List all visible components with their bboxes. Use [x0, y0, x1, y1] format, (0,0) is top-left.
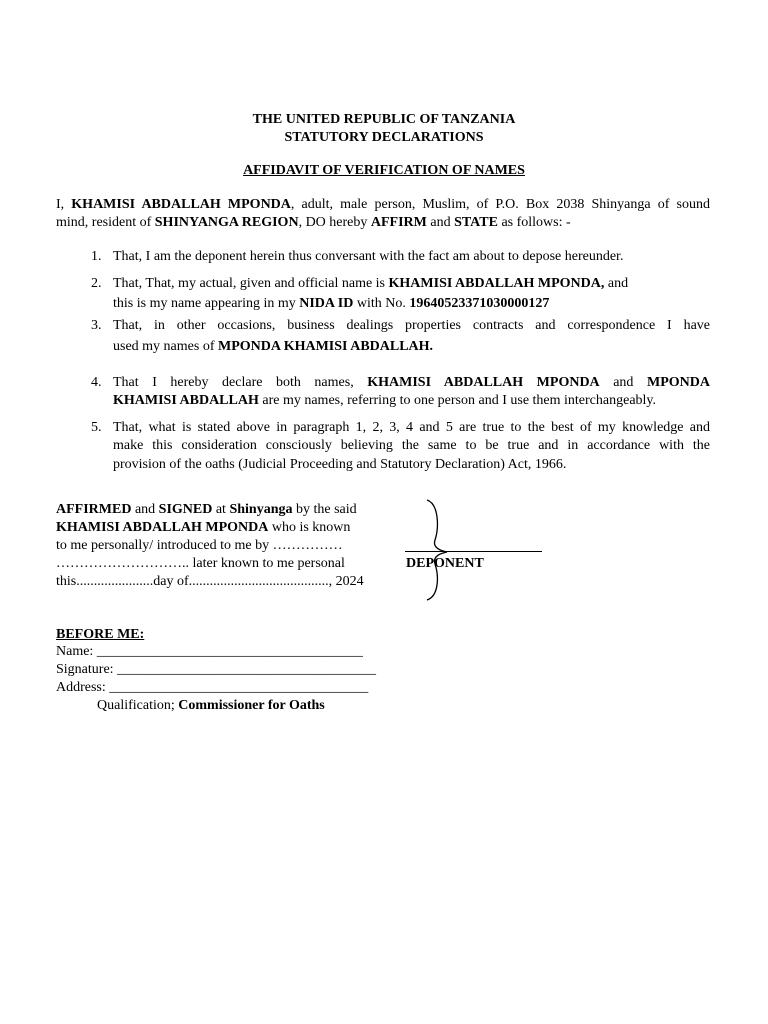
item-5-line-2: make this consideration consciously believing the same to be true and in accordance with the [113, 438, 710, 453]
jurat-line-5: this......................day of........................................, 2024 [56, 574, 364, 589]
commissioner-qualification-row: Qualification; Commissioner for Oaths [97, 698, 325, 713]
item-number-2: 2. [91, 276, 102, 291]
item-5-line-1: That, what is stated above in paragraph 1, 2, 3, 4 and 5 are true to the best of my knowledge and [113, 420, 710, 435]
jurat-line-3: to me personally/ introduced to me by …………… [56, 538, 343, 553]
intro-line-2: mind, resident of SHINYANGA REGION, DO hereby AFFIRM and STATE as follows: - [56, 215, 571, 230]
commissioner-name-row: Name: ______________________________________ [56, 644, 363, 659]
item-2-line-1: That, That, my actual, given and official name is KHAMISI ABDALLAH MPONDA, and [113, 276, 629, 291]
deponent-label: DEPONENT [406, 556, 484, 571]
jurat-line-1: AFFIRMED and SIGNED at Shinyanga by the said [56, 502, 357, 517]
deponent-signature-line [405, 551, 542, 552]
nida-number: 19640523371030000127 [409, 296, 550, 311]
signature-blank-line: _____________________________________ [117, 662, 377, 677]
jurat-line-4: ……………………….. later known to me personal [56, 556, 345, 571]
jurat-line-2: KHAMISI ABDALLAH MPONDA who is known [56, 520, 351, 535]
item-3-line-1: That, in other occasions, business dealings properties contracts and correspondence I have [113, 318, 710, 333]
name-blank-line: ______________________________________ [96, 644, 363, 659]
document-title: AFFIDAVIT OF VERIFICATION OF NAMES [243, 163, 525, 178]
item-number-3: 3. [91, 318, 102, 333]
address-blank-line: _____________________________________ [109, 680, 369, 695]
intro-line-1: I, KHAMISI ABDALLAH MPONDA, adult, male person, Muslim, of P.O. Box 2038 Shinyanga of sound [56, 197, 710, 212]
deponent-name: KHAMISI ABDALLAH MPONDA [71, 197, 291, 212]
item-number-5: 5. [91, 420, 102, 435]
header-republic: THE UNITED REPUBLIC OF TANZANIA [252, 112, 516, 127]
curly-brace-icon [395, 498, 455, 602]
item-1-text: That, I am the deponent herein thus conversant with the fact am about to depose hereunder. [113, 249, 624, 264]
header-declarations: STATUTORY DECLARATIONS [284, 130, 484, 145]
commissioner-address-row: Address: _____________________________________ [56, 680, 369, 695]
item-2-line-2: this is my name appearing in my NIDA ID with No. 19640523371030000127 [113, 296, 550, 311]
item-5-line-3: provision of the oaths (Judicial Proceeding and Statutory Declaration) Act, 1966. [113, 457, 567, 472]
commissioner-signature-row: Signature: _____________________________________ [56, 662, 377, 677]
item-3-line-2: used my names of MPONDA KHAMISI ABDALLAH. [113, 339, 434, 354]
item-number-1: 1. [91, 249, 102, 264]
item-4-line-2: KHAMISI ABDALLAH are my names, referring to one person and I use them interchangeably. [113, 393, 657, 408]
item-4-line-1: That I hereby declare both names, KHAMISI ABDALLAH MPONDA and MPONDA [113, 375, 710, 390]
item-number-4: 4. [91, 375, 102, 390]
before-me-heading: BEFORE ME: [56, 627, 145, 642]
